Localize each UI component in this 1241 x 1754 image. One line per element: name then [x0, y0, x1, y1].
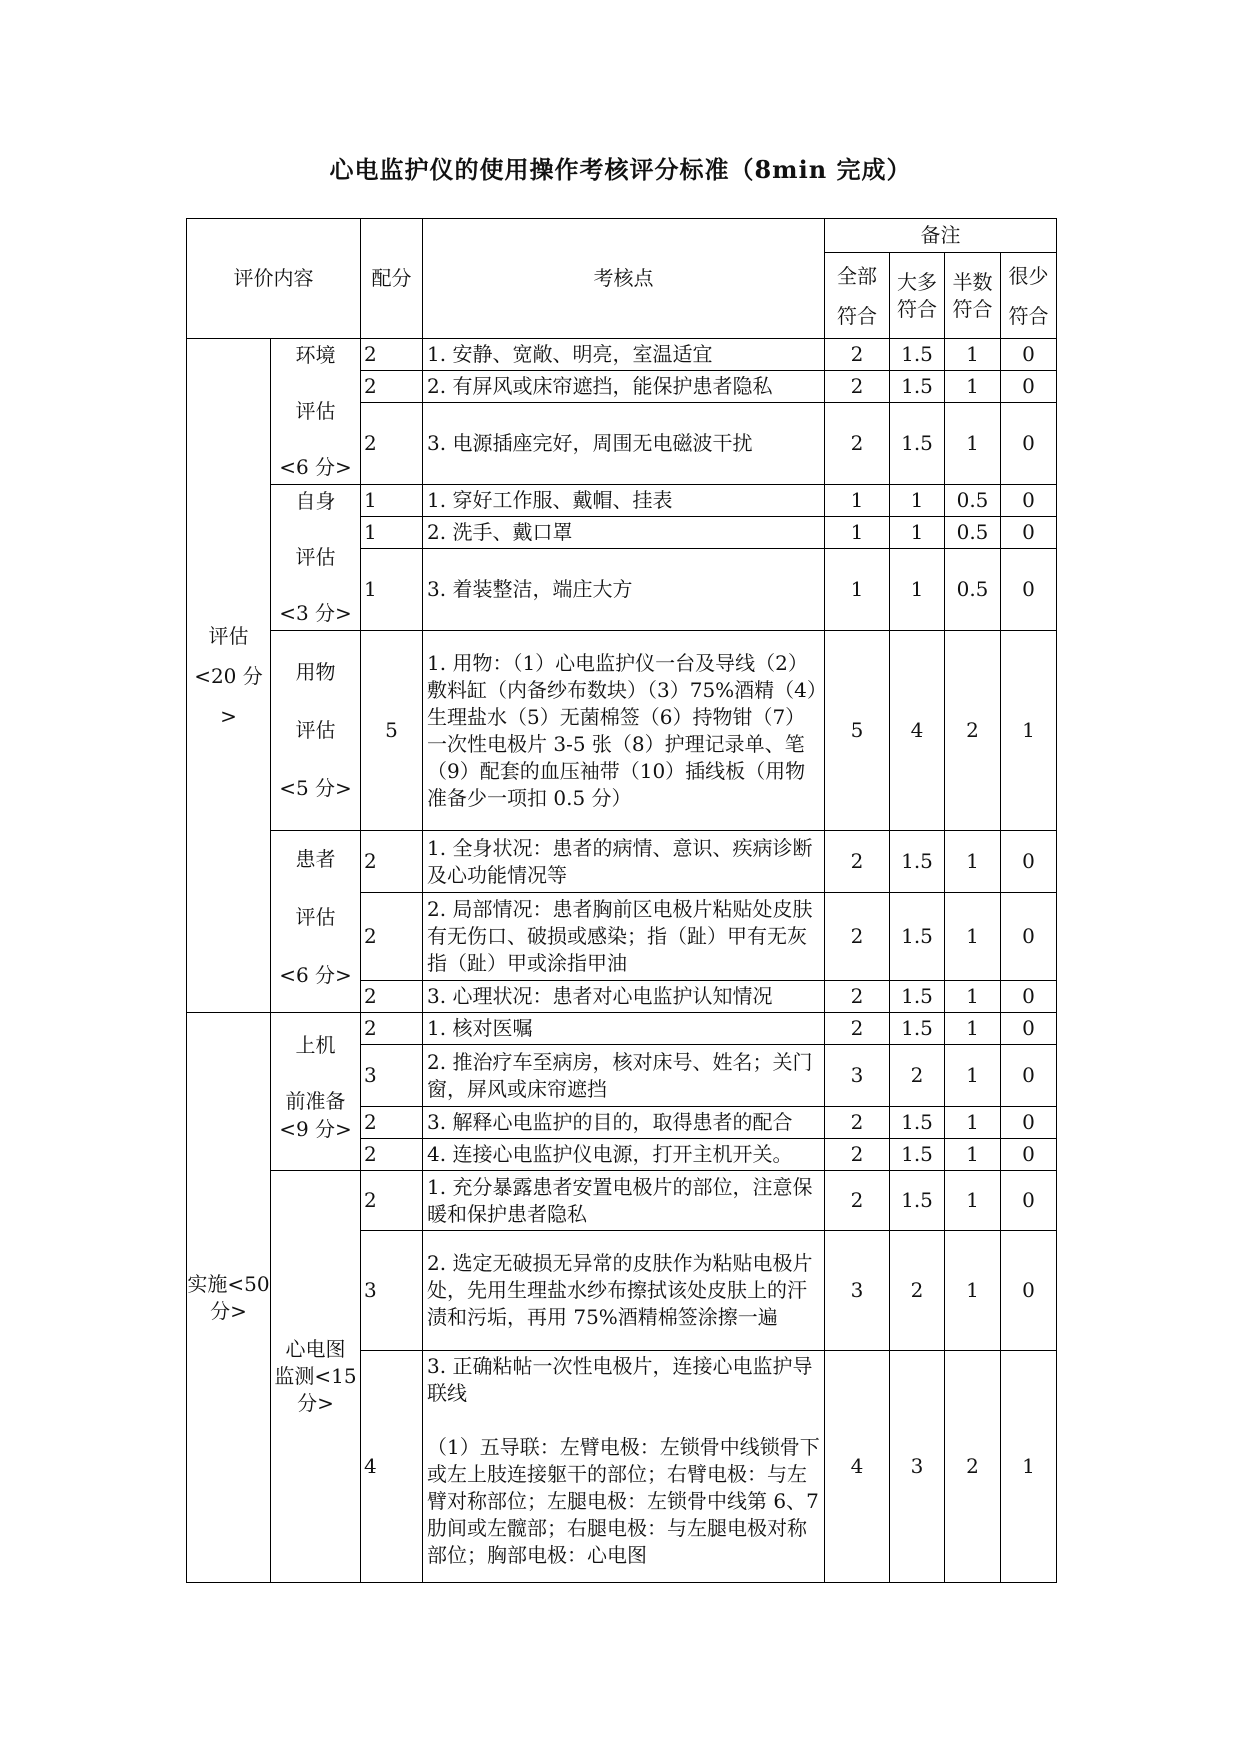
row-text: 4. 连接心电监护仪电源，打开主机开关。 — [423, 1139, 825, 1171]
cell-half: 1 — [945, 339, 1001, 371]
cell-most: 1.5 — [890, 371, 945, 403]
cell-half: 1 — [945, 1139, 1001, 1171]
cell-few: 0 — [1001, 1231, 1057, 1351]
cell-most: 1 — [890, 549, 945, 631]
row-score: 2 — [361, 1139, 423, 1171]
table-row — [187, 1013, 1057, 1045]
cell-few: 0 — [1001, 981, 1057, 1013]
cell-most: 1.5 — [890, 339, 945, 371]
cell-half: 1 — [945, 403, 1001, 485]
cell-half: 1 — [945, 831, 1001, 893]
cell-half: 1 — [945, 1171, 1001, 1231]
cell-full: 4 — [825, 1351, 890, 1583]
table-row — [187, 485, 1057, 517]
cell-half: 1 — [945, 1045, 1001, 1107]
cell-full: 2 — [825, 893, 890, 981]
header-content: 评价内容 — [187, 219, 361, 339]
row-score: 1 — [361, 549, 423, 631]
cell-full: 2 — [825, 831, 890, 893]
header-full-match: 全部 符合 — [825, 253, 890, 339]
cell-most: 4 — [890, 631, 945, 831]
cell-half: 0.5 — [945, 485, 1001, 517]
row-text — [423, 1351, 825, 1583]
row-score: 5 — [361, 631, 423, 831]
cell-full: 2 — [825, 339, 890, 371]
row-score: 3 — [361, 1045, 423, 1107]
cell-few: 0 — [1001, 1139, 1057, 1171]
row-score: 2 — [361, 339, 423, 371]
cell-full: 2 — [825, 1139, 890, 1171]
row-score: 2 — [361, 831, 423, 893]
cell-half: 1 — [945, 371, 1001, 403]
group-patient: 患者 评估 <6 分> — [271, 831, 361, 1013]
row-text: 2. 局部情况：患者胸前区电极片粘贴处皮肤有无伤口、破损或感染；指（趾）甲有无灰指（趾）甲或涂指甲油 — [423, 893, 825, 981]
group-ecg-monitoring: 心电图 监测<15 分> — [271, 1171, 361, 1583]
cell-full: 2 — [825, 403, 890, 485]
cell-full: 1 — [825, 517, 890, 549]
row-text: 1. 核对医嘱 — [423, 1013, 825, 1045]
cell-most: 2 — [890, 1045, 945, 1107]
cell-few: 1 — [1001, 1351, 1057, 1583]
row-score: 4 — [361, 1351, 423, 1583]
row-text: 2. 选定无破损无异常的皮肤作为粘贴电极片处，先用生理盐水纱布擦拭该处皮肤上的汗渍和污垢，再用 75%酒精棉签涂擦一遍 — [423, 1231, 825, 1351]
row-score: 2 — [361, 371, 423, 403]
cell-full: 5 — [825, 631, 890, 831]
cell-most: 1.5 — [890, 831, 945, 893]
cell-full: 3 — [825, 1045, 890, 1107]
row-text: 3. 解释心电监护的目的，取得患者的配合 — [423, 1107, 825, 1139]
cell-few: 1 — [1001, 631, 1057, 831]
cell-most: 1.5 — [890, 403, 945, 485]
cell-full: 2 — [825, 981, 890, 1013]
row-text: 1. 穿好工作服、戴帽、挂表 — [423, 485, 825, 517]
cell-few: 0 — [1001, 549, 1057, 631]
cell-most: 1.5 — [890, 1171, 945, 1231]
cell-half: 1 — [945, 1231, 1001, 1351]
row-text-intro: 3. 正确粘帖一次性电极片，连接心电监护导联线 — [427, 1354, 813, 1405]
group-pre-setup: 上机 前准备 <9 分> — [271, 1013, 361, 1171]
cell-half: 1 — [945, 1107, 1001, 1139]
row-text: 3. 电源插座完好，周围无电磁波干扰 — [423, 403, 825, 485]
cell-few: 0 — [1001, 485, 1057, 517]
cell-half: 1 — [945, 981, 1001, 1013]
row-score: 2 — [361, 1013, 423, 1045]
table-row — [187, 631, 1057, 831]
header-half-match: 半数 符合 — [945, 253, 1001, 339]
row-score: 2 — [361, 893, 423, 981]
cell-few: 0 — [1001, 339, 1057, 371]
cell-most: 1 — [890, 485, 945, 517]
row-text: 1. 用物：（1）心电监护仪一台及导线（2）敷料缸（内备纱布数块）（3）75%酒精（4）生理盐水（5）无菌棉签（6）持物钳（7）一次性电极片 3-5 张（8）护理记录单、笔（9）配套的血压袖带（10）插线板（用物准备少一项扣 0.5 分） — [423, 631, 825, 831]
row-score: 2 — [361, 403, 423, 485]
header-points: 考核点 — [423, 219, 825, 339]
row-text: 2. 洗手、戴口罩 — [423, 517, 825, 549]
cell-most: 1.5 — [890, 1013, 945, 1045]
cell-most: 1 — [890, 517, 945, 549]
row-text: 3. 心理状况：患者对心电监护认知情况 — [423, 981, 825, 1013]
table-row — [187, 831, 1057, 893]
cell-full: 1 — [825, 549, 890, 631]
cell-most: 2 — [890, 1231, 945, 1351]
row-text: 1. 充分暴露患者安置电极片的部位，注意保暖和保护患者隐私 — [423, 1171, 825, 1231]
header-remarks: 备注 — [825, 219, 1057, 253]
header-few-match: 很少 符合 — [1001, 253, 1057, 339]
row-text-detail: （1）五导联：左臂电极：左锁骨中线锁骨下或左上肢连接躯干的部位；右臂电极：与左臂对称部位；左腿电极：左锁骨中线第 6、7 肋间或左髋部；右腿电极：与左腿电极对称部位；胸部电极：心电图 — [427, 1435, 820, 1567]
cell-few: 0 — [1001, 371, 1057, 403]
cell-few: 0 — [1001, 893, 1057, 981]
section-assess: 评估 <20 分> — [187, 339, 271, 1013]
group-self: 自身 评估 <3 分> — [271, 485, 361, 631]
row-text: 1. 全身状况：患者的病情、意识、疾病诊断及心功能情况等 — [423, 831, 825, 893]
cell-full: 3 — [825, 1231, 890, 1351]
cell-half: 0.5 — [945, 549, 1001, 631]
group-environment: 环境 评估 <6 分> — [271, 339, 361, 485]
header-score: 配分 — [361, 219, 423, 339]
row-score: 2 — [361, 981, 423, 1013]
cell-most: 1.5 — [890, 1107, 945, 1139]
cell-half: 2 — [945, 631, 1001, 831]
row-score: 1 — [361, 517, 423, 549]
section-implement: 实施<50 分> — [187, 1013, 271, 1583]
page-title: 心电监护仪的使用操作考核评分标准（8min 完成） — [329, 155, 912, 184]
row-text: 2. 有屏风或床帘遮挡，能保护患者隐私 — [423, 371, 825, 403]
row-score: 2 — [361, 1107, 423, 1139]
cell-half: 0.5 — [945, 517, 1001, 549]
cell-most: 1.5 — [890, 981, 945, 1013]
group-supplies: 用物 评估 <5 分> — [271, 631, 361, 831]
table-row — [187, 339, 1057, 371]
cell-full: 2 — [825, 1171, 890, 1231]
cell-full: 2 — [825, 371, 890, 403]
cell-few: 0 — [1001, 1107, 1057, 1139]
cell-few: 0 — [1001, 1171, 1057, 1231]
cell-few: 0 — [1001, 517, 1057, 549]
row-score: 3 — [361, 1231, 423, 1351]
scoring-table — [186, 218, 1057, 1583]
table-row — [187, 1171, 1057, 1231]
cell-few: 0 — [1001, 1045, 1057, 1107]
cell-half: 1 — [945, 1013, 1001, 1045]
row-text: 1. 安静、宽敞、明亮，室温适宜 — [423, 339, 825, 371]
cell-most: 3 — [890, 1351, 945, 1583]
cell-full: 2 — [825, 1107, 890, 1139]
cell-few: 0 — [1001, 1013, 1057, 1045]
cell-few: 0 — [1001, 831, 1057, 893]
cell-few: 0 — [1001, 403, 1057, 485]
row-text: 3. 着装整洁，端庄大方 — [423, 549, 825, 631]
header-most-match: 大多 符合 — [890, 253, 945, 339]
cell-full: 2 — [825, 1013, 890, 1045]
cell-full: 1 — [825, 485, 890, 517]
cell-half: 1 — [945, 893, 1001, 981]
cell-most: 1.5 — [890, 893, 945, 981]
cell-half: 2 — [945, 1351, 1001, 1583]
cell-most: 1.5 — [890, 1139, 945, 1171]
row-text: 2. 推治疗车至病房，核对床号、姓名；关门窗，屏风或床帘遮挡 — [423, 1045, 825, 1107]
row-score: 2 — [361, 1171, 423, 1231]
row-score: 1 — [361, 485, 423, 517]
